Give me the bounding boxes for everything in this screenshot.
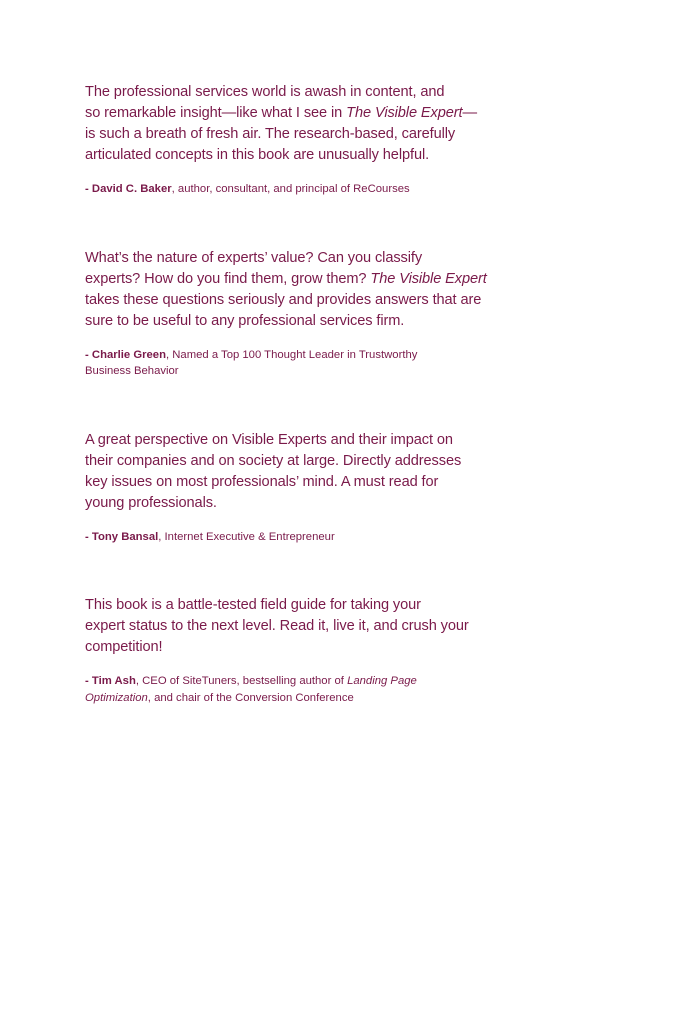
quote-line — [85, 311, 525, 332]
text-segment: , author, consultant, and principal of ReCourses — [171, 183, 410, 195]
book-title: Optimization — [85, 691, 148, 704]
text-segment: — — [462, 105, 478, 121]
attribution-prefix: - — [85, 530, 92, 543]
quote-line — [85, 616, 525, 637]
text-segment: young professionals. — [85, 494, 217, 511]
attribution-prefix: - — [85, 183, 92, 195]
quote-line — [85, 595, 525, 616]
testimonial — [85, 430, 525, 546]
quote-line — [85, 430, 525, 451]
text-segment: A great perspective on Visible Experts and their impact on — [85, 431, 453, 448]
text-segment: This book is a battle-tested field guide for taking your — [85, 597, 421, 613]
quote-line — [85, 103, 525, 124]
text-segment: , CEO of SiteTuners, bestselling author of — [135, 675, 348, 687]
testimonial-attribution — [85, 181, 525, 198]
testimonial-attribution — [85, 529, 525, 546]
testimonial-quote — [85, 248, 525, 332]
attribution-line — [85, 690, 525, 707]
text-segment: The professional services world is awash in content, and — [85, 84, 445, 100]
testimonials-page — [85, 82, 525, 756]
author-name: Charlie Green — [91, 348, 166, 361]
testimonial-quote — [85, 82, 525, 166]
text-segment: , Internet Executive & Entrepreneur — [158, 530, 335, 543]
text-segment: articulated concepts in this book are unusually helpful. — [85, 147, 430, 163]
quote-line — [85, 269, 525, 290]
book-title: The Visible Expert — [346, 105, 463, 121]
text-segment: expert status to the next level. Read it, live it, and crush your — [85, 618, 469, 634]
testimonial-attribution — [85, 347, 525, 380]
quote-line — [85, 145, 525, 166]
author-name: Tim Ash — [91, 675, 136, 687]
author-name: Tony Bansal — [91, 530, 159, 543]
text-segment: What’s the nature of experts’ value? Can you classify — [85, 249, 423, 266]
testimonials-list — [85, 82, 525, 706]
quote-line — [85, 82, 525, 103]
text-segment: experts? How do you find them, grow them? — [85, 270, 371, 287]
quote-line — [85, 493, 525, 514]
text-segment: takes these questions seriously and provides answers that are — [85, 291, 482, 308]
author-name: David C. Baker — [91, 183, 172, 195]
attribution-line — [85, 181, 525, 198]
text-segment: sure to be useful to any professional services firm. — [85, 312, 405, 329]
attribution-prefix: - — [85, 675, 92, 687]
book-title: Landing Page — [347, 675, 417, 687]
text-segment: their companies and on society at large. Directly addresses — [85, 452, 462, 469]
quote-line — [85, 472, 525, 493]
quote-line — [85, 637, 525, 658]
quote-line — [85, 248, 525, 269]
attribution-line — [85, 529, 525, 546]
attribution-line — [85, 347, 525, 364]
testimonial-quote — [85, 595, 525, 658]
attribution-line — [85, 673, 525, 690]
testimonial — [85, 82, 525, 198]
testimonial-quote — [85, 430, 525, 514]
text-segment: , Named a Top 100 Thought Leader in Trustworthy — [166, 348, 418, 361]
text-segment: so remarkable insight—like what I see in — [85, 105, 347, 121]
quote-line — [85, 290, 525, 311]
quote-line — [85, 124, 525, 145]
text-segment: is such a breath of fresh air. The research-based, carefully — [85, 126, 456, 142]
text-segment: Business Behavior — [85, 365, 179, 377]
attribution-line — [85, 363, 525, 380]
testimonial — [85, 248, 525, 380]
text-segment: competition! — [85, 639, 163, 655]
attribution-prefix: - — [85, 348, 92, 361]
text-segment: , and chair of the Conversion Conference — [147, 691, 354, 704]
text-segment: key issues on most professionals’ mind. A must read for — [85, 473, 439, 490]
quote-line — [85, 451, 525, 472]
testimonial-attribution — [85, 673, 525, 706]
testimonial — [85, 595, 525, 706]
book-title: The Visible Expert — [370, 270, 487, 287]
